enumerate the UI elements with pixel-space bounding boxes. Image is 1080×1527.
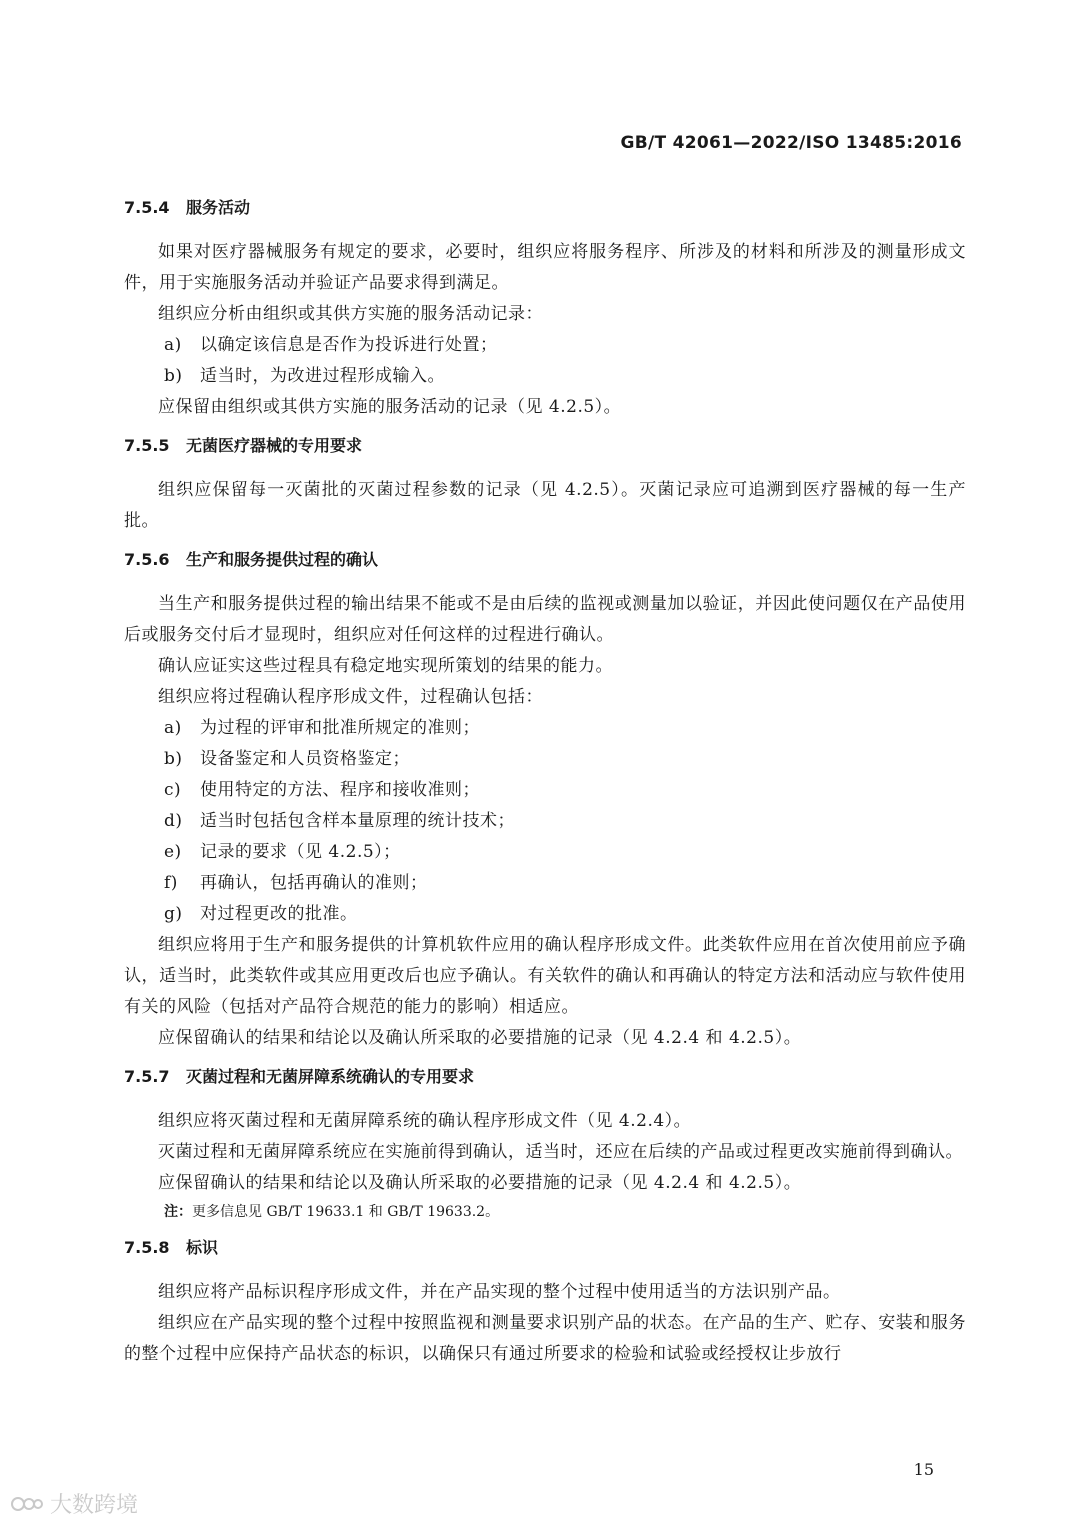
list-marker: d) xyxy=(164,811,183,831)
watermark xyxy=(10,1488,138,1519)
watermark-text: 大数跨境 xyxy=(50,1493,139,1518)
list-item xyxy=(124,868,966,899)
paragraph: 应保留确认的结果和结论以及确认所采取的必要措施的记录（见 4.2.4 和 4.2.5）。 xyxy=(158,1173,802,1193)
document-body xyxy=(124,193,966,1370)
list-item xyxy=(124,837,966,868)
list-marker: c) xyxy=(164,780,182,800)
paragraph: 组织应将用于生产和服务提供的计算机软件应用的确认程序形成文件。此类软件应用在首次使用前应予确认，适当时，此类软件或其应用更改后也应予确认。有关软件的确认和再确认的特定方法和活动应与软件使用有关的风险（包括对产品符合规范的能力的影响）相适应。 xyxy=(124,935,966,1017)
list-item xyxy=(124,713,966,744)
section-heading-7-5-6 xyxy=(124,545,966,575)
paragraph: 灭菌过程和无菌屏障系统应在实施前得到确认，适当时，还应在后续的产品或过程更改实施前得到确认。 xyxy=(158,1142,963,1162)
section-heading-7-5-5 xyxy=(124,431,966,461)
section-number: 7.5.6 xyxy=(124,550,170,569)
section-title: 灭菌过程和无菌屏障系统确认的专用要求 xyxy=(186,1067,475,1086)
list-item xyxy=(124,899,966,930)
list-text: 为过程的评审和批准所规定的准则； xyxy=(200,718,480,738)
note xyxy=(124,1199,966,1225)
list-item xyxy=(124,361,966,392)
list-marker: e) xyxy=(164,842,182,862)
paragraph: 组织应保留每一灭菌批的灭菌过程参数的记录（见 4.2.5）。灭菌记录应可追溯到医疗器械的每一生产批。 xyxy=(124,480,966,531)
list-marker: g) xyxy=(164,904,183,924)
paragraph: 组织应分析由组织或其供方实施的服务活动记录： xyxy=(158,304,543,324)
page-number: 15 xyxy=(913,1460,934,1479)
paragraph: 如果对医疗器械服务有规定的要求，必要时，组织应将服务程序、所涉及的材料和所涉及的测量形成文件，用于实施服务活动并验证产品要求得到满足。 xyxy=(124,242,966,293)
list-marker: b) xyxy=(164,366,183,386)
paragraph: 组织应将产品标识程序形成文件，并在产品实现的整个过程中使用适当的方法识别产品。 xyxy=(158,1282,841,1302)
paragraph: 应保留由组织或其供方实施的服务活动的记录（见 4.2.5）。 xyxy=(158,397,622,417)
list-marker: a) xyxy=(164,718,182,738)
list-text: 设备鉴定和人员资格鉴定； xyxy=(200,749,410,769)
list-item xyxy=(124,806,966,837)
section-number: 7.5.5 xyxy=(124,436,170,455)
list-text: 再确认，包括再确认的准则； xyxy=(200,873,428,893)
paragraph: 组织应将过程确认程序形成文件，过程确认包括： xyxy=(158,687,543,707)
section-title: 标识 xyxy=(186,1238,219,1257)
section-heading-7-5-4 xyxy=(124,193,966,223)
standard-code-header: GB/T 42061—2022/ISO 13485:2016 xyxy=(620,133,962,153)
section-number: 7.5.8 xyxy=(124,1238,170,1257)
list-marker: a) xyxy=(164,335,182,355)
section-number: 7.5.4 xyxy=(124,198,170,217)
note-text: 更多信息见 GB/T 19633.1 和 GB/T 19633.2。 xyxy=(192,1204,500,1220)
list-item xyxy=(124,330,966,361)
section-heading-7-5-7 xyxy=(124,1062,966,1092)
paragraph: 当生产和服务提供过程的输出结果不能或不是由后续的监视或测量加以验证，并因此使问题仅在产品使用后或服务交付后才显现时，组织应对任何这样的过程进行确认。 xyxy=(124,594,966,645)
paragraph: 组织应将灭菌过程和无菌屏障系统的确认程序形成文件（见 4.2.4）。 xyxy=(158,1111,692,1131)
list-marker: b) xyxy=(164,749,183,769)
list-text: 使用特定的方法、程序和接收准则； xyxy=(200,780,480,800)
list-text: 对过程更改的批准。 xyxy=(200,904,358,924)
note-label: 注： xyxy=(164,1204,192,1220)
paragraph: 确认应证实这些过程具有稳定地实现所策划的结果的能力。 xyxy=(158,656,613,676)
section-heading-7-5-8 xyxy=(124,1233,966,1263)
paragraph: 组织应在产品实现的整个过程中按照监视和测量要求识别产品的状态。在产品的生产、贮存、安装和服务的整个过程中应保持产品状态的标识，以确保只有通过所要求的检验和试验或经授权让步放行 xyxy=(124,1313,966,1364)
section-title: 生产和服务提供过程的确认 xyxy=(186,550,379,569)
list-item xyxy=(124,744,966,775)
list-text: 以确定该信息是否作为投诉进行处置； xyxy=(200,335,498,355)
list-marker: f) xyxy=(164,873,178,893)
section-title: 无菌医疗器械的专用要求 xyxy=(186,436,363,455)
watermark-logo-icon xyxy=(10,1492,44,1516)
paragraph: 应保留确认的结果和结论以及确认所采取的必要措施的记录（见 4.2.4 和 4.2.5）。 xyxy=(158,1028,802,1048)
list-text: 记录的要求（见 4.2.5）； xyxy=(200,842,401,862)
list-text: 适当时，为改进过程形成输入。 xyxy=(200,366,445,386)
section-number: 7.5.7 xyxy=(124,1067,170,1086)
list-item xyxy=(124,775,966,806)
list-text: 适当时包括包含样本量原理的统计技术； xyxy=(200,811,515,831)
section-title: 服务活动 xyxy=(186,198,251,217)
